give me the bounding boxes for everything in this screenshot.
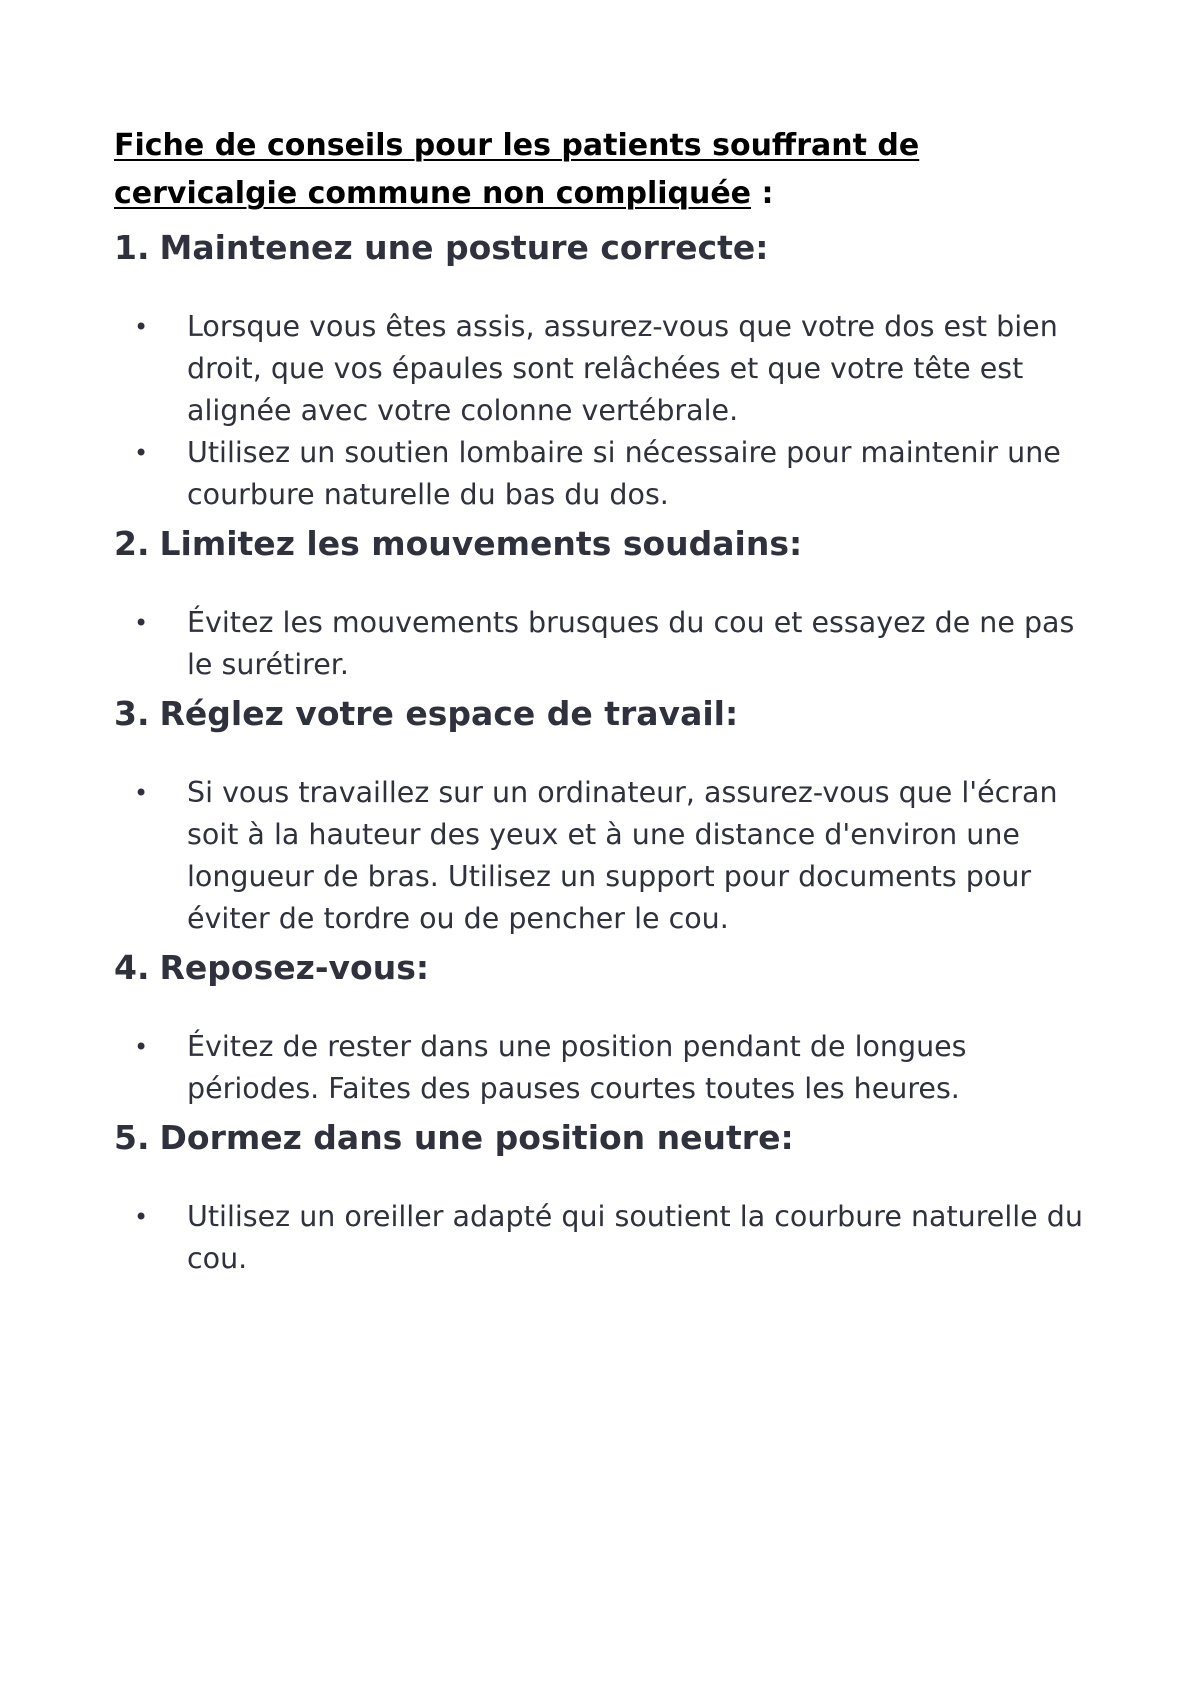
section-posture	[114, 228, 1100, 516]
bullet-item	[114, 306, 1087, 432]
bullet-item	[114, 772, 1087, 940]
section-number: 4.	[114, 948, 150, 987]
bullet-item	[114, 602, 1087, 686]
bullet-text: Si vous travaillez sur un ordinateur, assurez-vous que l'écran soit à la hauteur des yeux et à une distance d'environ une longueur de bras. Utilisez un support pour documents pour éviter de tordre ou de pencher le cou.	[187, 776, 1058, 935]
bullet-text: Utilisez un oreiller adapté qui soutient la courbure naturelle du cou.	[187, 1200, 1083, 1275]
bullet-text: Évitez de rester dans une position pendant de longues périodes. Faites des pauses courtes toutes les heures.	[187, 1030, 967, 1105]
section-heading-text: Réglez votre espace de travail:	[159, 694, 739, 733]
bullet-list	[114, 1196, 1100, 1280]
bullet-icon: •	[134, 1203, 149, 1231]
section-heading	[114, 948, 1100, 988]
bullet-icon: •	[134, 609, 149, 637]
bullet-text: Lorsque vous êtes assis, assurez-vous que votre dos est bien droit, que vos épaules sont relâchées et que votre tête est alignée avec votre colonne vertébrale.	[187, 310, 1058, 427]
bullet-list	[114, 306, 1100, 516]
bullet-text: Évitez les mouvements brusques du cou et essayez de ne pas le surétirer.	[187, 606, 1075, 681]
section-number: 1.	[114, 228, 150, 267]
bullet-text: Utilisez un soutien lombaire si nécessaire pour maintenir une courbure naturelle du bas du dos.	[187, 436, 1061, 511]
document-title-underlined: Fiche de conseils pour les patients souffrant de cervicalgie commune non compliquée	[114, 128, 920, 211]
bullet-list	[114, 772, 1100, 940]
section-rest	[114, 948, 1100, 1110]
bullet-item	[114, 1196, 1087, 1280]
bullet-list	[114, 1026, 1100, 1110]
section-heading	[114, 1118, 1100, 1158]
section-heading-text: Maintenez une posture correcte:	[159, 228, 769, 267]
bullet-item	[114, 432, 1087, 516]
document-title	[114, 122, 1074, 218]
bullet-icon: •	[134, 779, 149, 807]
bullet-icon: •	[134, 313, 149, 341]
document-title-suffix: :	[751, 176, 774, 211]
section-sleep	[114, 1118, 1100, 1280]
section-heading	[114, 694, 1100, 734]
section-number: 3.	[114, 694, 150, 733]
bullet-icon: •	[134, 439, 149, 467]
section-workspace	[114, 694, 1100, 940]
section-heading	[114, 228, 1100, 268]
section-heading-text: Reposez-vous:	[159, 948, 430, 987]
bullet-icon: •	[134, 1033, 149, 1061]
section-movements	[114, 524, 1100, 686]
section-number: 2.	[114, 524, 150, 563]
section-heading-text: Limitez les mouvements soudains:	[159, 524, 803, 563]
section-number: 5.	[114, 1118, 150, 1157]
section-heading	[114, 524, 1100, 564]
section-heading-text: Dormez dans une position neutre:	[159, 1118, 794, 1157]
bullet-list	[114, 602, 1100, 686]
bullet-item	[114, 1026, 1087, 1110]
